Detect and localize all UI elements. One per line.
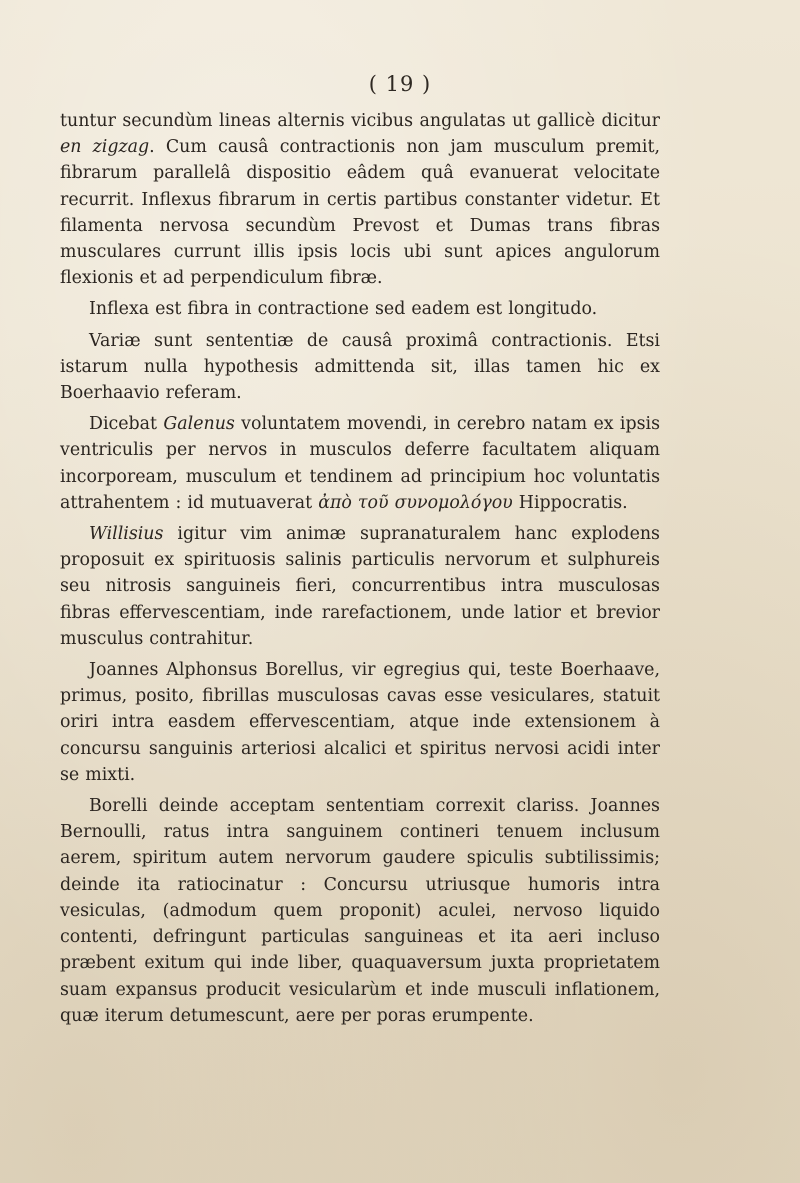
paragraph-4-text-a: Dicebat bbox=[89, 414, 164, 435]
paragraph-5-name-willisius: Willisius bbox=[89, 524, 164, 545]
paragraph-1-italic-term: en zigzag bbox=[60, 137, 150, 158]
paragraph-3: Variæ sunt sententiæ de causâ proximâ contractionis. Etsi istarum nulla hypothesis admittenda sit, illas tamen hic ex Boerhaavio referam. bbox=[60, 330, 660, 404]
paragraph-1 bbox=[60, 108, 660, 291]
paragraph-7: Borelli deinde acceptam sententiam correxit clariss. Joannes Bernoulli, ratus intra sanguinem contineri tenuem inclusum aerem, spiritum autem nervorum gaudere spiculis subtilissimis; deinde ita ratiocinatur : Concursu utriusque humoris intra vesiculas, (admodum quem proponit) aculei, nervoso liquido contenti, defringunt particulas sanguineas et ita aeri incluso præbent exitum qui inde liber, quaquaversum juxta proprietatem suam expansus producit vesicularùm et inde musculi inflationem, quæ iterum detumescunt, aere per poras erumpente. bbox=[60, 796, 660, 1026]
paragraph-4-greek-phrase: ἀπὸ τοῦ συνομολόγου bbox=[318, 492, 513, 513]
paragraph-6: Joannes Alphonsus Borellus, vir egregius qui, teste Boerhaave, primus, posito, fibrillas musculosas cavas esse vesiculares, statuit oriri intra easdem effervescentiam, atque inde extensionem à concursu sanguinis arteriosi alcalici et spiritus nervosi acidi inter se mixti. bbox=[60, 660, 660, 785]
paragraph-5 bbox=[60, 521, 660, 652]
page-number: ( 19 ) bbox=[368, 72, 432, 96]
paragraph-4-name-galenus: Galenus bbox=[163, 414, 235, 435]
paragraph-4 bbox=[60, 411, 660, 516]
paragraph-5-text-b: igitur vim animæ supranaturalem hanc explodens proposuit ex spirituosis salinis particulis nervorum et sulphureis seu nitrosis sanguineis fieri, concurrentibus intra musculosas fibras effervescentiam, inde rarefactionem, unde latior et brevior musculus contrahitur. bbox=[60, 524, 660, 649]
paragraph-2: Inflexa est fibra in contractione sed eadem est longitudo. bbox=[89, 299, 598, 320]
paragraph-1-text-c: . Cum causâ contractionis non jam musculum premit, fibrarum parallelâ dispositio eâdem quâ evanuerat velocitate recurrit. Inflexus fibrarum in certis partibus constanter videtur. Et filamenta nervosa secundùm Prevost et Dumas trans fibras musculares currunt illis ipsis locis ubi sunt apices angulorum flexionis et ad perpendiculum fibræ. bbox=[60, 137, 660, 289]
paragraph-4-text-c: voluntatem movendi, in cerebro natam ex ipsis ventriculis per nervos in musculos deferre facultatem aliquam incorpoream, musculum et tendinem ad principium hoc voluntatis attrahentem : id mutuaverat bbox=[60, 414, 661, 513]
paragraph-1-text-a: tuntur secundùm lineas alternis vicibus angulatas ut gallicè dicitur bbox=[60, 111, 660, 131]
paragraph-4-text-e: Hippocratis. bbox=[512, 492, 628, 513]
page-body bbox=[60, 108, 660, 1034]
